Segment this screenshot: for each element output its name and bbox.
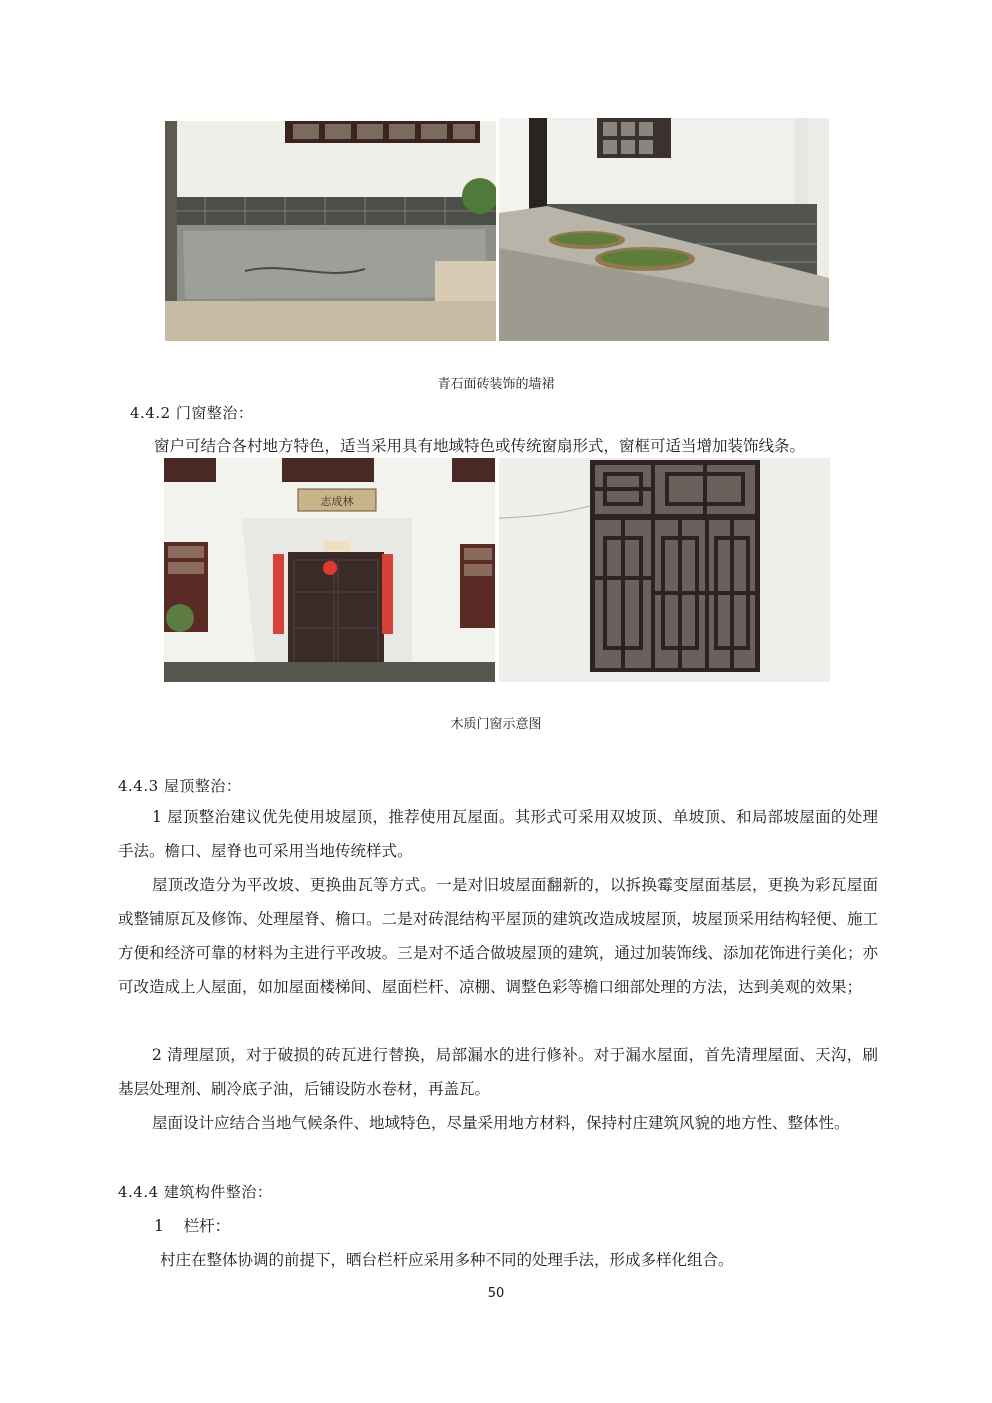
figure-caption-door-window: 木质门窗示意图 xyxy=(450,717,542,732)
paragraph-roof-1: 1 屋顶整治建议优先使用坡屋顶，推荐使用瓦屋面。其形式可采用双坡顶、单坡顶、和局部坡屋面的处理手法。檐口、屋脊也可采用当地传统样式。 xyxy=(118,808,878,860)
paragraph-roof-4: 屋面设计应结合当地气候条件、地域特色，尽量采用地方材料，保持村庄建筑风貌的地方性、整体性。 xyxy=(152,1114,850,1132)
paragraph-railing: 村庄在整体协调的前提下，晒台栏杆应采用多种不同的处理手法，形成多样化组合。 xyxy=(160,1251,734,1269)
wooden-door-photo xyxy=(164,458,495,682)
page-number: 50 xyxy=(487,1286,505,1301)
section-heading-4-4-4: 4.4.4 建筑构件整治： xyxy=(118,1183,273,1201)
figure-caption-wainscot: 青石面砖装饰的墙裙 xyxy=(437,377,555,392)
wainscot-photo-right xyxy=(499,118,829,341)
section-heading-4-4-2: 4.4.2 门窗整治： xyxy=(130,404,254,422)
section-heading-4-4-3: 4.4.3 屋顶整治： xyxy=(118,777,242,795)
list-item-railing: 1 栏杆： xyxy=(154,1217,231,1235)
wooden-window-photo xyxy=(499,458,830,682)
plaque-text: 志成林 xyxy=(320,495,354,508)
paragraph-roof-2: 屋顶改造分为平改坡、更换曲瓦等方式。一是对旧坡屋面翻新的，以拆换霉变屋面基层，更换为彩瓦屋面或整铺原瓦及修饰、处理屋脊、檐口。二是对砖混结构平屋顶的建筑改造成坡屋顶，坡屋顶采用结构轻便、施工方便和经济可靠的材料为主进行平改坡。三是对不适合做坡屋顶的建筑，通过加装饰线、添加花饰进行美化；亦可改造成上人屋面，如加屋面楼梯间、屋面栏杆、凉棚、调整色彩等檐口细部处理的方法，达到美观的效果； xyxy=(118,876,878,996)
wainscot-photo-left xyxy=(165,121,496,341)
paragraph-doors-windows: 窗户可结合各村地方特色，适当采用具有地域特色或传统窗扇形式，窗框可适当增加装饰线条。 xyxy=(154,437,806,455)
paragraph-roof-3: 2 清理屋顶，对于破损的砖瓦进行替换，局部漏水的进行修补。对于漏水屋面，首先清理屋面、天沟，刷基层处理剂、刷冷底子油，后铺设防水卷材，再盖瓦。 xyxy=(118,1046,878,1098)
